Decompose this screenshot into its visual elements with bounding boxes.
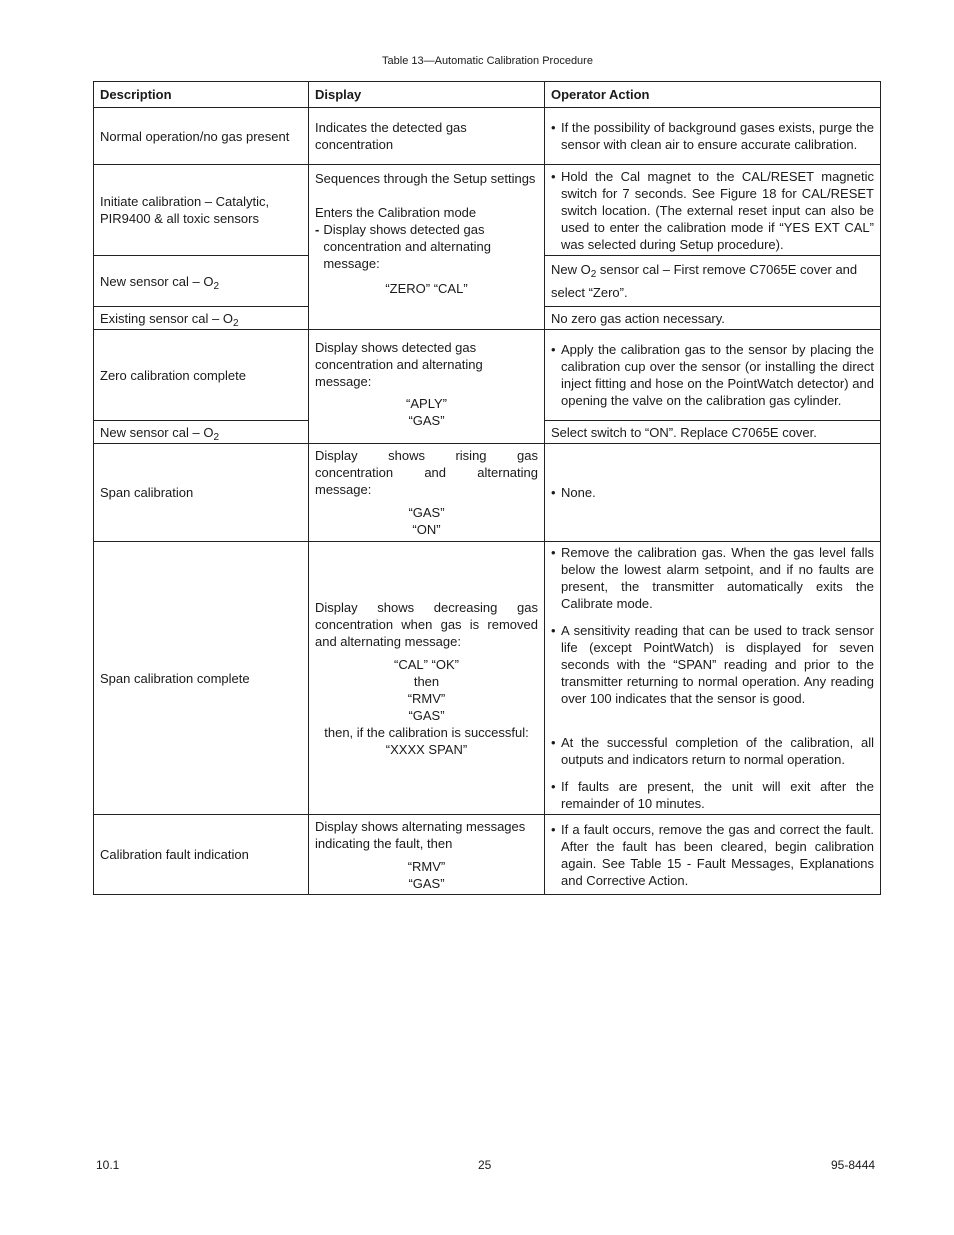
bullet: • <box>551 779 556 794</box>
bullet: • <box>551 623 556 638</box>
row-display <box>309 165 545 330</box>
header-description: Description <box>94 82 309 108</box>
table-row <box>94 542 881 815</box>
display-message: “RMV” <box>407 690 446 706</box>
bullet: • <box>551 821 556 837</box>
display-message: “APLY” <box>406 396 447 411</box>
table-row <box>94 444 881 542</box>
bullet: • <box>551 545 556 560</box>
description-text: Existing sensor cal – O <box>100 310 233 326</box>
display-text: Display shows decreasing gas concentration when gas is removed and alternating message: <box>315 599 538 649</box>
row-display <box>309 542 545 815</box>
row-action: No zero gas action necessary. <box>545 307 881 330</box>
row-description <box>94 421 309 444</box>
header-operator-action: Operator Action <box>545 82 881 108</box>
footer-page-number: 25 <box>478 1158 492 1172</box>
row-display <box>309 444 545 542</box>
action-text: A sensitivity reading that can be used to track sensor life (except PointWatch) is displayed for seven seconds with the “SPAN” reading and prior to the transmitter returning to normal operation. Any reading over 100 indicates that the sensor is good. <box>561 623 874 706</box>
display-message: “RMV” <box>407 859 446 874</box>
display-text: Display shows detected gas concentration and alternating message: <box>315 340 483 389</box>
bullet: • <box>551 735 556 750</box>
action-text: Hold the Cal magnet to the CAL/RESET magnetic switch for 7 seconds. See Figure 18 for CAL/RESET switch location. (The external reset input can also be used to enter the calibration mode if “YES EXT CAL” was selected during Setup procedure). <box>561 168 874 252</box>
row-action <box>545 542 881 815</box>
action-text: Remove the calibration gas. When the gas level falls below the lowest alarm setpoint, and if no faults are present, the transmitter automatically exits the Calibrate mode. <box>561 545 874 611</box>
row-action <box>545 108 881 165</box>
row-description: Normal operation/no gas present <box>94 108 309 165</box>
row-description: Calibration fault indication <box>94 815 309 895</box>
row-display <box>309 815 545 895</box>
row-display: Indicates the detected gas concentration <box>309 108 545 165</box>
display-message: “ON” <box>412 522 441 537</box>
action-text: New O <box>551 262 591 277</box>
action-text: None. <box>561 485 596 500</box>
display-message: “ZERO” “CAL” <box>385 281 468 296</box>
subscript: 2 <box>232 317 239 329</box>
row-description: Span calibration <box>94 444 309 542</box>
row-description: Zero calibration complete <box>94 330 309 421</box>
description-text: New sensor cal – O <box>100 273 214 289</box>
row-action <box>545 330 881 421</box>
action-text: At the successful completion of the calibration, all outputs and indicators return to normal operation. <box>561 735 874 767</box>
subscript: 2 <box>590 269 597 280</box>
display-text: Display shows rising gas concentration and alternating message: <box>315 448 538 497</box>
row-description <box>94 256 309 307</box>
row-description <box>94 307 309 330</box>
display-message: “GAS” <box>408 413 445 428</box>
action-text: If the possibility of background gases exists, purge the sensor with clean air to ensure accurate calibration. <box>561 120 874 152</box>
description-text: New sensor cal – O <box>100 424 214 440</box>
display-message: “GAS” <box>408 876 445 891</box>
dash-marker: - <box>315 222 320 237</box>
display-message: “XXXX SPAN” <box>385 741 468 757</box>
table-row <box>94 815 881 895</box>
display-text: Display shows alternating messages indicating the fault, then <box>315 819 526 851</box>
row-action <box>545 444 881 542</box>
row-display <box>309 330 545 444</box>
header-display: Display <box>309 82 545 108</box>
action-text: Apply the calibration gas to the sensor by placing the calibration cup over the sensor (or installing the direct inject fitting and hose on the PointWatch detector) and opening the valve on the calibration gas cylinder. <box>561 342 874 408</box>
action-text: sensor cal – First remove C7065E cover and select “Zero”. <box>551 262 858 300</box>
display-text: Display shows detected gas concentration and alternating message: <box>323 222 492 271</box>
bullet: • <box>551 120 556 135</box>
header-row <box>94 82 881 108</box>
action-text: If a fault occurs, remove the gas and correct the fault. After the fault has been cleared, begin calibration again. See Table 15 - Fault Messages, Explanations and Corrective Action. <box>561 821 874 888</box>
row-description: Initiate calibration – Catalytic, PIR9400 & all toxic sensors <box>94 165 309 256</box>
footer-revision: 10.1 <box>96 1158 120 1172</box>
display-text: Sequences through the Setup settings <box>315 171 536 186</box>
display-message: “GAS” <box>408 707 445 723</box>
subscript: 2 <box>213 431 219 443</box>
table-row <box>94 165 881 256</box>
row-action <box>545 165 881 256</box>
table-row <box>94 330 881 421</box>
table-caption: Table 13—Automatic Calibration Procedure <box>382 55 593 67</box>
action-text: If faults are present, the unit will exit after the remainder of 10 minutes. <box>561 779 874 811</box>
display-text: Enters the Calibration mode <box>315 205 477 220</box>
display-message: then, if the calibration is successful: <box>324 724 529 740</box>
table-row <box>94 108 881 165</box>
display-message: then <box>413 673 440 689</box>
display-message: “GAS” <box>408 505 445 520</box>
calibration-table <box>93 81 881 895</box>
display-message: “CAL” “OK” <box>394 656 459 672</box>
row-action <box>545 256 881 307</box>
row-description: Span calibration complete <box>94 542 309 815</box>
subscript: 2 <box>213 280 219 292</box>
row-action <box>545 815 881 895</box>
row-action: Select switch to “ON”. Replace C7065E cover. <box>545 421 881 444</box>
bullet: • <box>551 342 556 357</box>
bullet: • <box>551 485 556 500</box>
footer-document-number: 95-8444 <box>831 1158 876 1172</box>
bullet: • <box>551 168 556 184</box>
